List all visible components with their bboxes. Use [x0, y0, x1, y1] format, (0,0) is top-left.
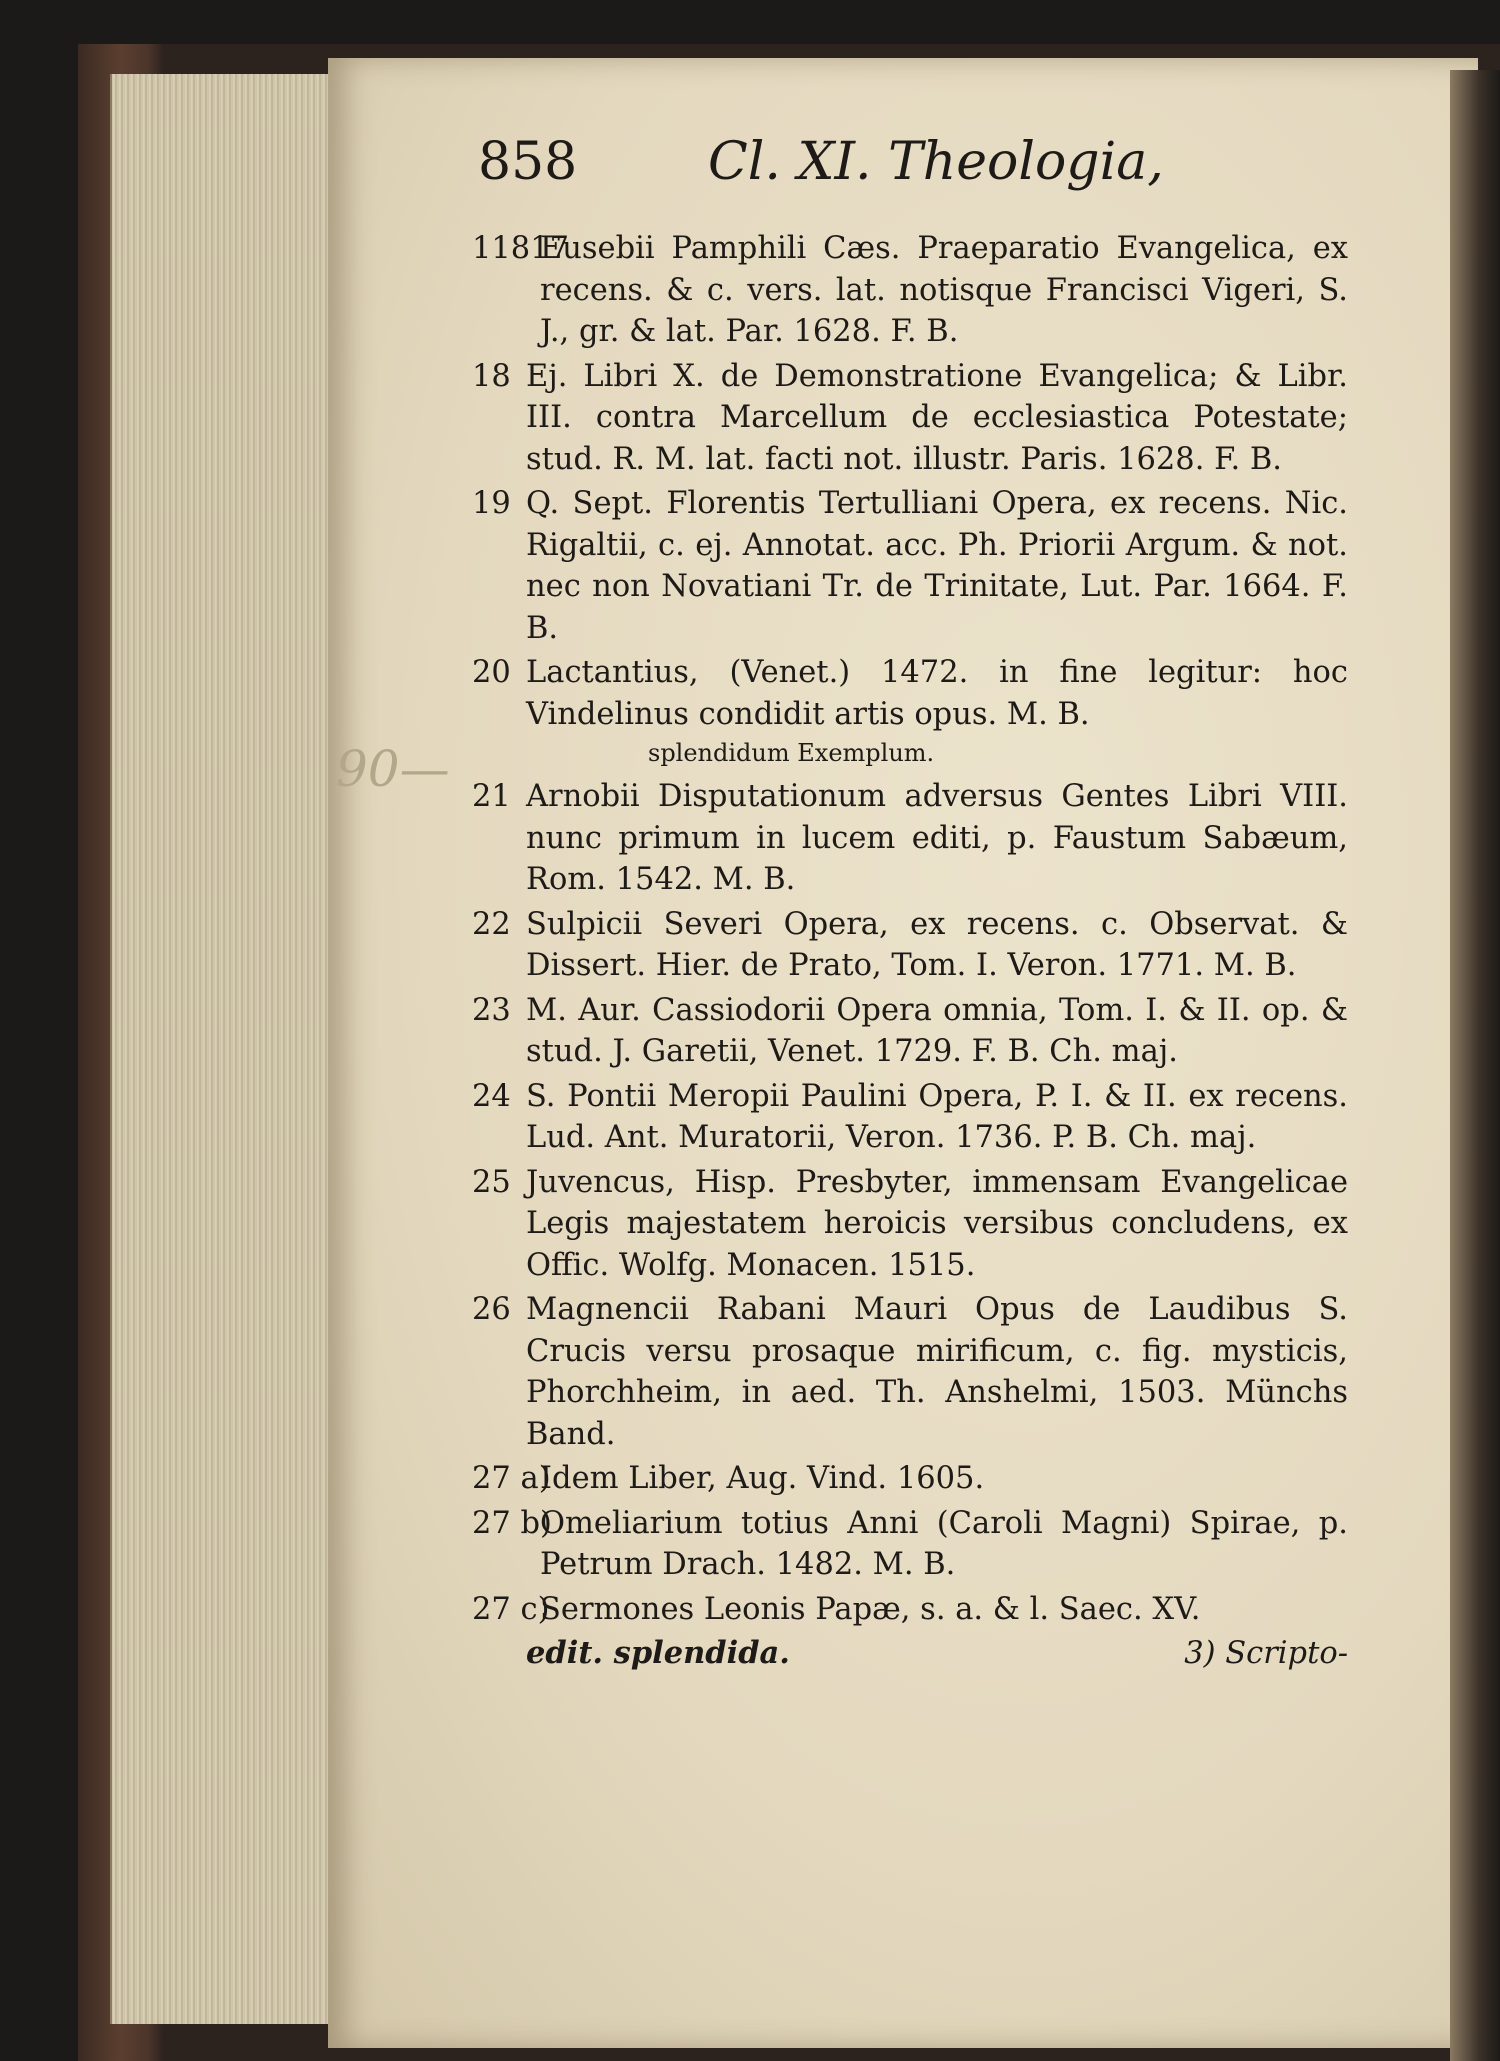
margin-annotation: 90— [336, 740, 450, 798]
catalog-entry [472, 483, 1348, 649]
entry-number: 19 [472, 486, 511, 521]
page-title: Cl. XI. Theologia, [708, 132, 1164, 192]
entry-text: Eusebii Pamphili Cæs. Praeparatio Evangelica, ex recens. & c. vers. lat. notisque Francisci Vigeri, S. J., gr. & lat. Par. 1628. F. B. [540, 231, 1348, 349]
catalog-entry [472, 1589, 1348, 1631]
catalog-entries [472, 228, 1348, 1675]
entry-text: Idem Liber, Aug. Vind. 1605. [540, 1461, 985, 1496]
entry-text: Magnencii Rabani Mauri Opus de Laudibus S. Crucis versu prosaque mirificum, c. fig. mysticis, Phorchheim, in aed. Th. Anshelmi, 1503. Münchs Band. [526, 1292, 1348, 1452]
entry-continuation [478, 1633, 1348, 1675]
entry-number: 25 [472, 1164, 511, 1200]
catalog-entry [472, 1162, 1348, 1287]
entry-number: 27 a) [472, 1461, 551, 1496]
entry-text: S. Pontii Meropii Paulini Opera, P. I. & II. ex recens. Lud. Ant. Muratorii, Veron. 1736. P. B. Ch. maj. [526, 1078, 1348, 1155]
entry-note: splendidum Exemplum. [648, 739, 935, 767]
catalog-entry [472, 228, 1348, 353]
catalog-entry [472, 904, 1348, 987]
entry-text: Juvencus, Hisp. Presbyter, immensam Evangelicae Legis majestatem heroicis versibus concludens, ex Offic. Wolfg. Monacen. 1515. [526, 1164, 1348, 1283]
entry-number: 22 [472, 906, 511, 942]
entry-text: Arnobii Disputationum adversus Gentes Libri VIII. nunc primum in lucem editi, p. Faustum Sabæum, Rom. 1542. M. B. [526, 779, 1348, 897]
entry-number: 27 b) [472, 1505, 552, 1541]
entry-number: 21 [472, 779, 511, 814]
entry-number: 11817 [472, 231, 570, 266]
catalog-entry [472, 356, 1348, 481]
catalog-entry [472, 1458, 1348, 1500]
catalog-entry [472, 652, 1348, 735]
entry-text: Sermones Leonis Papæ, s. a. & l. Saec. XV. [540, 1591, 1201, 1627]
facing-page-edge [1450, 70, 1500, 2061]
entry-text: Omeliarium totius Anni (Caroli Magni) Spirae, p. Petrum Drach. 1482. M. B. [540, 1505, 1348, 1582]
entry-number: 23 [472, 992, 511, 1028]
entry-text: Sulpicii Severi Opera, ex recens. c. Observat. & Dissert. Hier. de Prato, Tom. I. Veron. 1771. M. B. [526, 906, 1348, 983]
entry-number: 27 c) [472, 1591, 550, 1627]
entry-text: M. Aur. Cassiodorii Opera omnia, Tom. I. & II. op. & stud. J. Garetii, Venet. 1729. F. B. Ch. maj. [526, 992, 1348, 1069]
catalog-entry [472, 776, 1348, 901]
entry-text: Ej. Libri X. de Demonstratione Evangelica; & Libr. III. contra Marcellum de ecclesiastica Potestate; stud. R. M. lat. facti not. illustr. Paris. 1628. F. B. [526, 358, 1348, 477]
page-number: 858 [478, 132, 578, 192]
running-head [478, 132, 1340, 202]
catalog-entry [472, 990, 1348, 1073]
entry-number: 26 [472, 1292, 511, 1327]
catalog-entry [472, 1503, 1348, 1586]
entry-text: Q. Sept. Florentis Tertulliani Opera, ex recens. Nic. Rigaltii, c. ej. Annotat. acc. Ph. Priorii Argum. & not. nec non Novatiani Tr. de Trinitate, Lut. Par. 1664. F. B. [526, 486, 1348, 646]
catalog-entry [472, 1289, 1348, 1455]
entry-number: 24 [472, 1078, 511, 1114]
entry-number: 20 [472, 655, 511, 690]
page-edges [110, 74, 342, 2024]
continuation-text: edit. splendida. [526, 1635, 790, 1671]
catchword: 3) Scripto- [1184, 1636, 1348, 1671]
entry-text: Lactantius, (Venet.) 1472. in fine legitur: hoc Vindelinus condidit artis opus. M. B. [526, 655, 1348, 732]
entry-number: 18 [472, 358, 511, 394]
catalog-entry [472, 1076, 1348, 1159]
